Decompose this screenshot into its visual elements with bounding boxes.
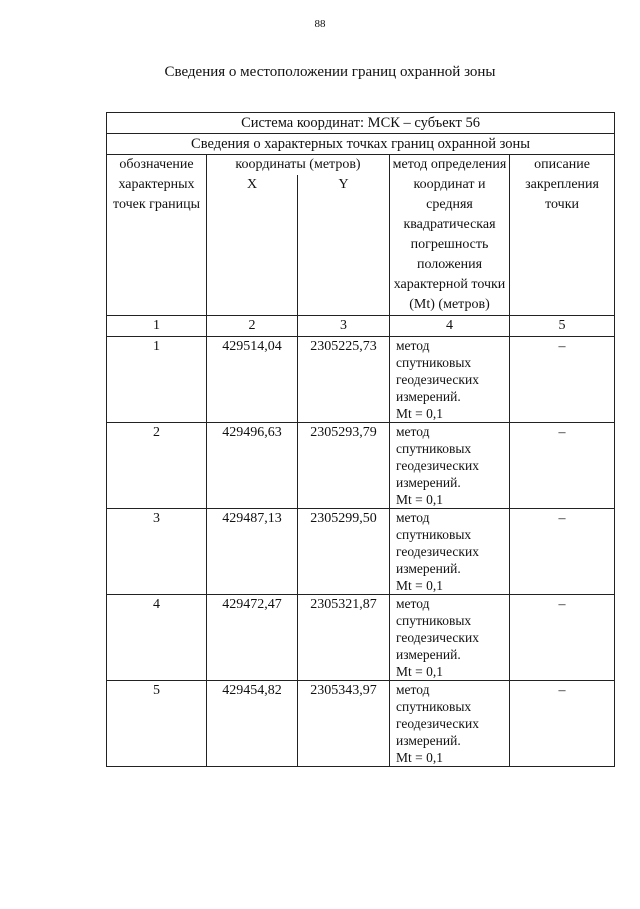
method-line: метод [396,510,430,525]
method-header: метод определения координат и средняя квадратическая погрешность положения характерной точки (Mt) (метров) [390,155,510,316]
x-coordinate: 429514,04 [207,337,298,423]
y-header: Y [298,175,390,316]
point-id: 3 [107,509,207,595]
method-line: Mt = 0,1 [396,750,443,765]
method-line: измерений. [396,733,461,748]
document-title: Сведения о местоположении границ охранной зоны [164,64,496,80]
table-row [107,509,615,595]
table-row [107,337,615,423]
method-cell [390,681,510,767]
column-number: 3 [298,316,390,337]
description-dash: – [510,423,615,509]
point-designation-header: обозначение характерных точек границы [107,155,207,316]
method-line: метод [396,682,430,697]
y-coordinate: 2305293,79 [298,423,390,509]
column-number: 5 [510,316,615,337]
point-id: 5 [107,681,207,767]
method-line: Mt = 0,1 [396,492,443,507]
method-line: Mt = 0,1 [396,406,443,421]
y-coordinate: 2305299,50 [298,509,390,595]
description-dash: – [510,681,615,767]
description-dash: – [510,509,615,595]
x-coordinate: 429496,63 [207,423,298,509]
column-number: 1 [107,316,207,337]
method-line: Mt = 0,1 [396,578,443,593]
y-coordinate: 2305321,87 [298,595,390,681]
method-line: геодезических [396,458,479,473]
method-cell [390,337,510,423]
method-line: спутниковых [396,527,472,542]
x-coordinate: 429472,47 [207,595,298,681]
method-line: метод [396,596,430,611]
point-id: 1 [107,337,207,423]
y-coordinate: 2305225,73 [298,337,390,423]
coordinates-header: координаты (метров) [207,155,390,176]
method-cell [390,595,510,681]
method-line: спутниковых [396,355,472,370]
method-line: измерений. [396,475,461,490]
method-line: геодезических [396,716,479,731]
boundary-points-table [106,112,615,767]
method-cell [390,509,510,595]
coord-system-header: Система координат: МСК – субъект 56 [107,113,615,134]
method-line: спутниковых [396,613,472,628]
method-line: спутниковых [396,441,472,456]
method-line: метод [396,338,430,353]
page-number: 88 [314,18,326,30]
method-line: геодезических [396,372,479,387]
x-coordinate: 429487,13 [207,509,298,595]
table-row [107,423,615,509]
method-line: спутниковых [396,699,472,714]
method-cell [390,423,510,509]
x-coordinate: 429454,82 [207,681,298,767]
point-id: 4 [107,595,207,681]
table-row [107,595,615,681]
column-number: 4 [390,316,510,337]
method-line: измерений. [396,561,461,576]
method-line: геодезических [396,544,479,559]
x-header: X [207,175,298,316]
description-dash: – [510,595,615,681]
method-line: геодезических [396,630,479,645]
description-header: описание закрепления точки [510,155,615,316]
point-id: 2 [107,423,207,509]
y-coordinate: 2305343,97 [298,681,390,767]
points-info-header: Сведения о характерных точках границ охранной зоны [107,134,615,155]
method-line: измерений. [396,647,461,662]
column-number: 2 [207,316,298,337]
description-dash: – [510,337,615,423]
method-line: метод [396,424,430,439]
method-line: Mt = 0,1 [396,664,443,679]
method-line: измерений. [396,389,461,404]
table-row [107,681,615,767]
